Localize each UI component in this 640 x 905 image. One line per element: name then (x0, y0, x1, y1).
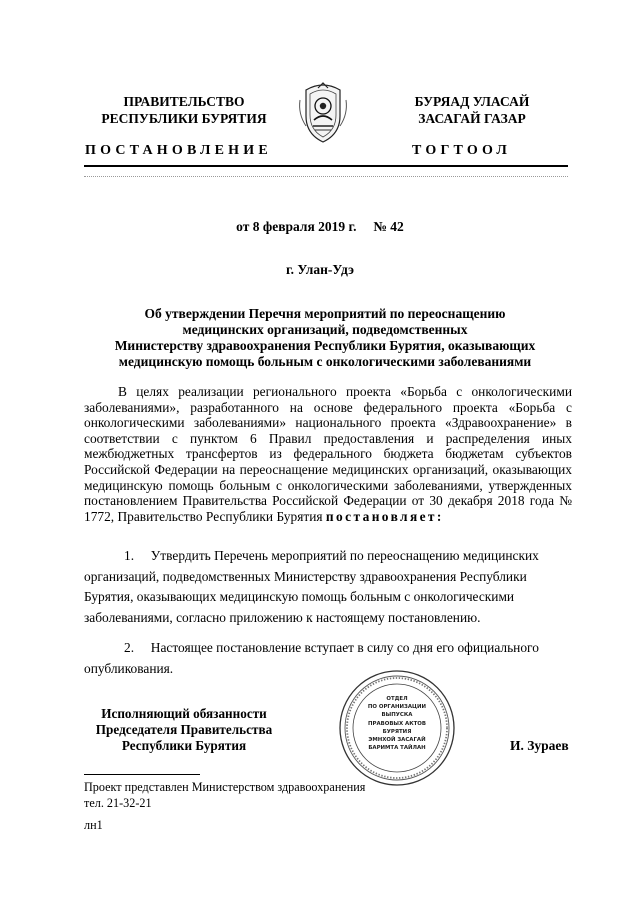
preamble-paragraph (84, 384, 572, 524)
title-line1: Об утверждении Перечня мероприятий по переоснащению (144, 306, 506, 321)
stamp-line1: ОТДЕЛ (386, 696, 408, 702)
list-item (84, 638, 572, 679)
position-line1: Исполняющий обязанности (101, 706, 267, 721)
footer-phone: тел. 21-32-21 (84, 796, 152, 810)
stamp-line7: БАРИМТА ТАЙЛАН (368, 745, 426, 752)
stamp-line3: ВЫПУСКА (381, 712, 413, 719)
footnote-divider (84, 774, 200, 775)
stamp-line6: ЭМНХОЙ ЗАСАГАЙ (368, 737, 426, 744)
list-item-text: Утвердить Перечень мероприятий по переоснащению медицинских организаций, подведомственных Министерству здравоохранения Республики Бурятия, оказывающих медицинскую помощь больным с онкологическими заболеваниями, согласно приложению к настоящему постановлению. (84, 548, 539, 625)
government-name-bua-line1: БУРЯАД УЛАСАЙ (414, 94, 530, 109)
resolves-word: постановляет: (325, 508, 444, 524)
header-divider (84, 165, 568, 167)
signatory-name: И. Зураев (510, 738, 569, 753)
stamp-line5: БУРЯТИЯ (382, 728, 412, 735)
government-name-ru-line2: РЕСПУБЛИКИ БУРЯТИЯ (101, 111, 267, 126)
stamp-text (357, 695, 437, 752)
coat-of-arms-emblem (296, 82, 350, 144)
footer-presented-by: Проект представлен Министерством здравоохранения (84, 780, 366, 794)
signatory-position (84, 706, 284, 754)
stamp-line4: ПРАВОВЫХ АКТОВ (368, 720, 426, 727)
official-stamp (337, 668, 457, 788)
title-line2: медицинских организаций, подведомственных (182, 322, 468, 337)
city: г. Улан-Удэ (286, 262, 354, 277)
list-item (84, 546, 572, 628)
list-item-number: 2. (124, 640, 135, 655)
position-line3: Республики Бурятия (121, 738, 247, 753)
government-name-bua-line2: ЗАСАГАЙ ГАЗАР (418, 111, 526, 126)
list-item-text: Настоящее постановление вступает в силу со дня его официального опубликования. (84, 640, 539, 676)
government-name-ru-line1: ПРАВИТЕЛЬСТВО (123, 94, 245, 109)
title-line4: медицинскую помощь больным с онкологическими заболеваниями (118, 354, 532, 369)
position-line2: Председателя Правительства (95, 722, 273, 737)
date-number: от 8 февраля 2019 г. № 42 (236, 219, 404, 234)
government-name-bua (372, 93, 572, 127)
document-title (60, 306, 590, 370)
doc-type-ru: ПОСТАНОВЛЕНИЕ (85, 143, 272, 158)
header-dotted-divider (84, 176, 568, 177)
preamble-text: В целях реализации регионального проекта «Борьба с онкологическими заболеваниями», разработанного на основе федерального проекта «Борьба с онкологическими заболеваниями» национального проекта «Здравоохранение» в соответствии с пунктом 6 Правил предоставления и распределения иных межбюджетных трансфертов из федерального бюджета бюджетам субъектов Российской Федерации на переоснащение медицинских организаций, оказывающих медицинскую помощь больным с онкологическими заболеваниями, утвержденных постановлением Правительства Российской Федерации от 30 декабря 2018 года № 1772, Правительство Республики Бурятия (84, 384, 572, 524)
government-name-ru (84, 93, 284, 127)
list-item-number: 1. (124, 548, 135, 563)
doc-type-bua: ТОГТООЛ (412, 143, 512, 158)
stamp-line2: ПО ОРГАНИЗАЦИИ (367, 704, 427, 711)
footer-code: лн1 (84, 818, 103, 832)
title-line3: Министерству здравоохранения Республики Бурятия, оказывающих (114, 338, 536, 353)
